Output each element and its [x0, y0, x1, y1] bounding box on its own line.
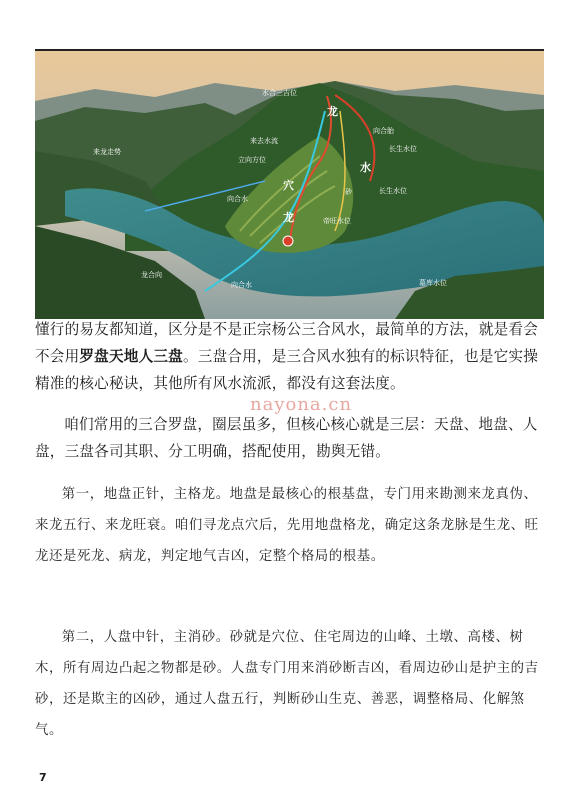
label-xiang-heshui: 向合水 [227, 195, 248, 203]
label-lixiang-fangwei: 立向方位 [238, 156, 266, 164]
paragraph-1-text-a: 懂行的易友都知道，区分是不是正宗杨公三合风水，最简单的方法，就是看会不会用 [35, 321, 538, 365]
feng-shui-landscape-photo [35, 51, 544, 319]
label-sha: 砂 [345, 188, 352, 196]
label-water-sanji: 水合三吉位 [262, 89, 297, 97]
label-longhe-xiang: 龙合向 [141, 271, 162, 279]
label-long-2: 龙 [283, 211, 294, 224]
label-shui: 水 [360, 161, 371, 174]
paragraph-3: 第一，地盘正针，主格龙。地盘是最核心的根基盘，专门用来勘测来龙真伪、来龙五行、来龙旺衰。咱们寻龙点穴后，先用地盘格龙，确定这条龙脉是生龙、旺龙还是死龙、病龙，判定地气吉凶，定整个格局的根基。 [35, 487, 539, 564]
label-xiang-tai: 向合胎 [373, 127, 394, 135]
paragraph-1-strong: 罗盘天地人三盘 [79, 348, 183, 365]
paragraph-4: 第二，人盘中针，主消砂。砂就是穴位、住宅周边的山峰、土墩、高楼、树木，所有周边凸起之物都是砂。人盘专门用来消砂断吉凶，看周边砂山是护主的吉砂，还是欺主的凶砂，通过人盘五行，判断砂山生克、善恶，调整格局、化解煞气。 [35, 630, 539, 738]
label-laolong-zoushi: 来龙走势 [93, 148, 121, 156]
label-zhangsheng: 长生水位 [379, 187, 407, 195]
label-xue: 穴 [283, 179, 294, 192]
paragraph-1-text-b: 。三盘合用，是三合风水独有的标识特征，也是它实操精准的核心秘诀，其他所有风水流派，都没有这套法度。 [35, 348, 539, 392]
label-xiang-heshui-2: 向合水 [231, 281, 252, 289]
label-muku: 墓库水位 [419, 279, 447, 287]
annotated-landscape [35, 51, 544, 319]
page-number: 7 [39, 771, 47, 784]
label-laiqu-shuiliu: 来去水流 [250, 137, 278, 145]
label-long-1: 龙 [327, 105, 338, 118]
label-diwang: 帝旺水位 [323, 217, 351, 225]
cave-point-marker [283, 236, 293, 246]
paragraph-1 [35, 316, 547, 397]
label-zhangsheng-top: 长生水位 [389, 145, 417, 153]
watermark: nayona.cn [250, 394, 353, 415]
paragraph-2: 咱们常用的三合罗盘，圈层虽多，但核心核心就是三层：天盘、地盘、人盘，三盘各司其职、分工明确，搭配使用，勘舆无错。 [35, 416, 538, 460]
